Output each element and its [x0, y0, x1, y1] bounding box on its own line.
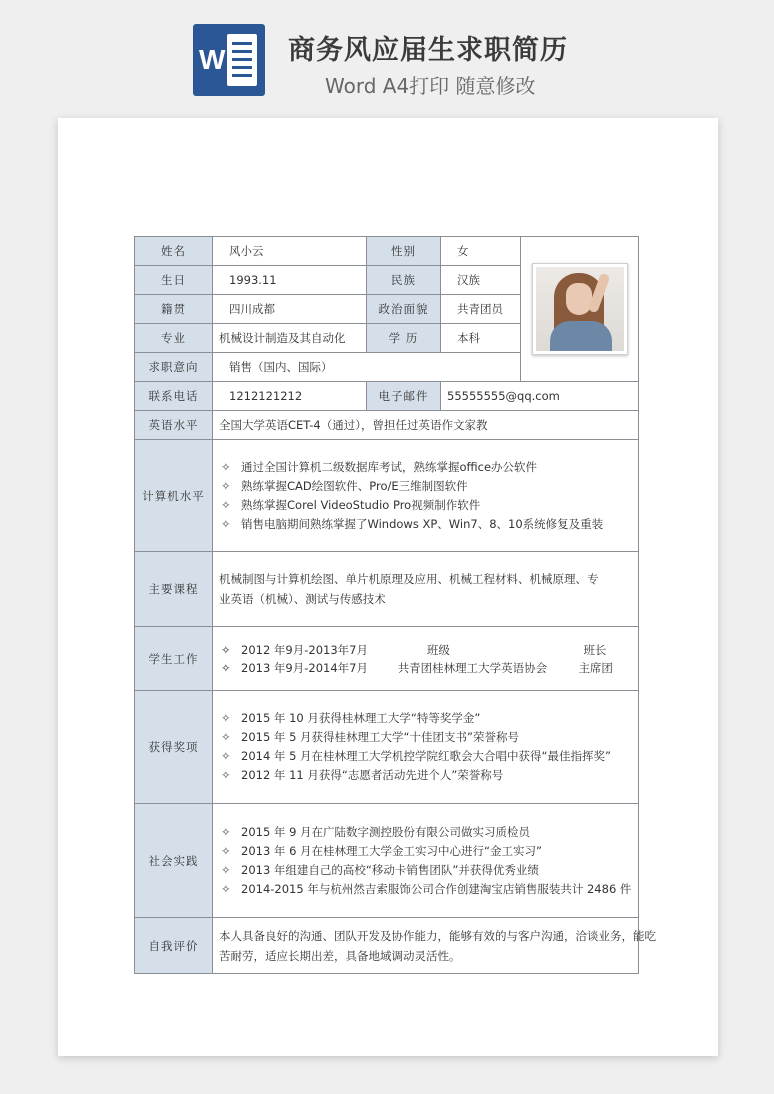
bullet-icon: ✧	[221, 749, 231, 763]
bullet-icon: ✧	[221, 881, 231, 896]
value-student-work	[213, 627, 639, 691]
bullet-icon: ✧	[221, 660, 231, 675]
row-contact	[135, 382, 639, 411]
list-item: ✧ 2013 年 6 月在桂林理工大学金工实习中心进行“金工实习”	[221, 842, 638, 861]
word-letter: W	[199, 44, 226, 75]
row-courses	[135, 552, 639, 627]
word-icon	[193, 24, 265, 96]
label-gender: 性别	[367, 237, 441, 266]
list-item: ✧ 2014-2015 年与杭州然吉索服饰公司合作创建淘宝店销售服装共计 2486 件	[221, 880, 638, 899]
label-courses: 主要课程	[135, 552, 213, 627]
list-item: ✧ 通过全国计算机二级数据库考试，熟练掌握office办公软件	[221, 458, 638, 477]
value-major: 机械设计制造及其自动化	[213, 324, 367, 353]
value-gender: 女	[441, 237, 521, 266]
value-practice	[213, 804, 639, 918]
list-item: ✧ 2013 年组建自己的高校“移动卡销售团队”并获得优秀业绩	[221, 861, 638, 880]
row-practice	[135, 804, 639, 918]
bullet-icon: ✧	[221, 459, 231, 474]
list-item: ✧ 2012 年 11 月获得“志愿者活动先进个人”荣誉称号	[221, 766, 638, 785]
value-phone: 1212121212	[213, 382, 367, 411]
list-item: ✧ 2013 年9月-2014年7月 共青团桂林理工大学英语协会 主席团	[221, 660, 613, 675]
list-item: ✧ 2015 年 5 月获得桂林理工大学“十佳团支书”荣誉称号	[221, 728, 638, 747]
row-student-work	[135, 627, 639, 691]
row-awards	[135, 691, 639, 804]
value-self-eval: 本人具备良好的沟通、团队开发及协作能力，能够有效的与客户沟通，洽谈业务，能吃 苦耐劳，适应长期出差，具备地域调动灵活性。	[213, 918, 639, 974]
bullet-icon: ✧	[221, 497, 231, 512]
bullet-icon: ✧	[221, 516, 231, 531]
row-name	[135, 237, 639, 266]
value-birth: 1993.11	[213, 266, 367, 295]
list-item: ✧ 熟练掌握CAD绘图软件、Pro/E三维制图软件	[221, 477, 638, 496]
value-email: 55555555@qq.com	[441, 382, 639, 411]
value-objective: 销售（国内、国际）	[213, 353, 521, 382]
bullet-icon: ✧	[221, 730, 231, 744]
label-major: 专业	[135, 324, 213, 353]
label-practice: 社会实践	[135, 804, 213, 918]
label-email: 电子邮件	[367, 382, 441, 411]
awards-list	[213, 709, 638, 785]
label-ethnicity: 民族	[367, 266, 441, 295]
label-objective: 求职意向	[135, 353, 213, 382]
bullet-icon: ✧	[221, 478, 231, 493]
page-title: 商务风应届生求职简历	[288, 35, 568, 66]
row-self-eval	[135, 918, 639, 974]
page-subtitle: Word A4打印 随意修改	[325, 74, 536, 98]
value-english: 全国大学英语CET-4（通过），曾担任过英语作文家教	[213, 411, 639, 440]
value-education: 本科	[441, 324, 521, 353]
list-item: ✧ 2015 年 10 月获得桂林理工大学“特等奖学金”	[221, 709, 638, 728]
value-name: 风小云	[213, 237, 367, 266]
list-item: ✧ 2012 年9月-2013年7月 班级 班长	[221, 642, 607, 657]
bullet-icon: ✧	[221, 642, 231, 657]
resume-table	[134, 236, 656, 974]
label-political: 政治面貌	[367, 295, 441, 324]
bullet-icon: ✧	[221, 862, 231, 877]
value-origin: 四川成都	[213, 295, 367, 324]
list-item: ✧ 熟练掌握Corel VideoStudio Pro视频制作软件	[221, 496, 638, 515]
value-computer	[213, 440, 639, 552]
value-political: 共青团员	[441, 295, 521, 324]
label-origin: 籍贯	[135, 295, 213, 324]
resume-paper	[58, 118, 718, 1056]
bullet-icon: ✧	[221, 711, 231, 725]
label-student-work: 学生工作	[135, 627, 213, 691]
practice-list	[213, 823, 638, 899]
bullet-icon: ✧	[221, 824, 231, 839]
bullet-icon: ✧	[221, 843, 231, 858]
label-name: 姓名	[135, 237, 213, 266]
label-self-eval: 自我评价	[135, 918, 213, 974]
profile-photo	[532, 263, 628, 355]
row-english	[135, 411, 639, 440]
bullet-icon: ✧	[221, 768, 231, 782]
list-item: ✧ 2014 年 5 月在桂林理工大学机控学院红歌会大合唱中获得“最佳指挥奖”	[221, 747, 638, 766]
value-awards	[213, 691, 639, 804]
value-courses: 机械制图与计算机绘图、单片机原理及应用、机械工程材料、机械原理、专 业英语（机械）、测试与传感技术	[213, 552, 639, 627]
list-item: ✧ 销售电脑期间熟练掌握了Windows XP、Win7、8、10系统修复及重装	[221, 515, 638, 534]
label-awards: 获得奖项	[135, 691, 213, 804]
photo-cell	[521, 237, 639, 382]
list-item: ✧ 2015 年 9 月在广陆数字测控股份有限公司做实习质检员	[221, 823, 638, 842]
label-computer: 计算机水平	[135, 440, 213, 552]
label-birth: 生日	[135, 266, 213, 295]
computer-list	[213, 458, 638, 534]
row-computer	[135, 440, 639, 552]
page-header	[0, 0, 774, 110]
label-phone: 联系电话	[135, 382, 213, 411]
label-education: 学 历	[367, 324, 441, 353]
value-ethnicity: 汉族	[441, 266, 521, 295]
label-english: 英语水平	[135, 411, 213, 440]
